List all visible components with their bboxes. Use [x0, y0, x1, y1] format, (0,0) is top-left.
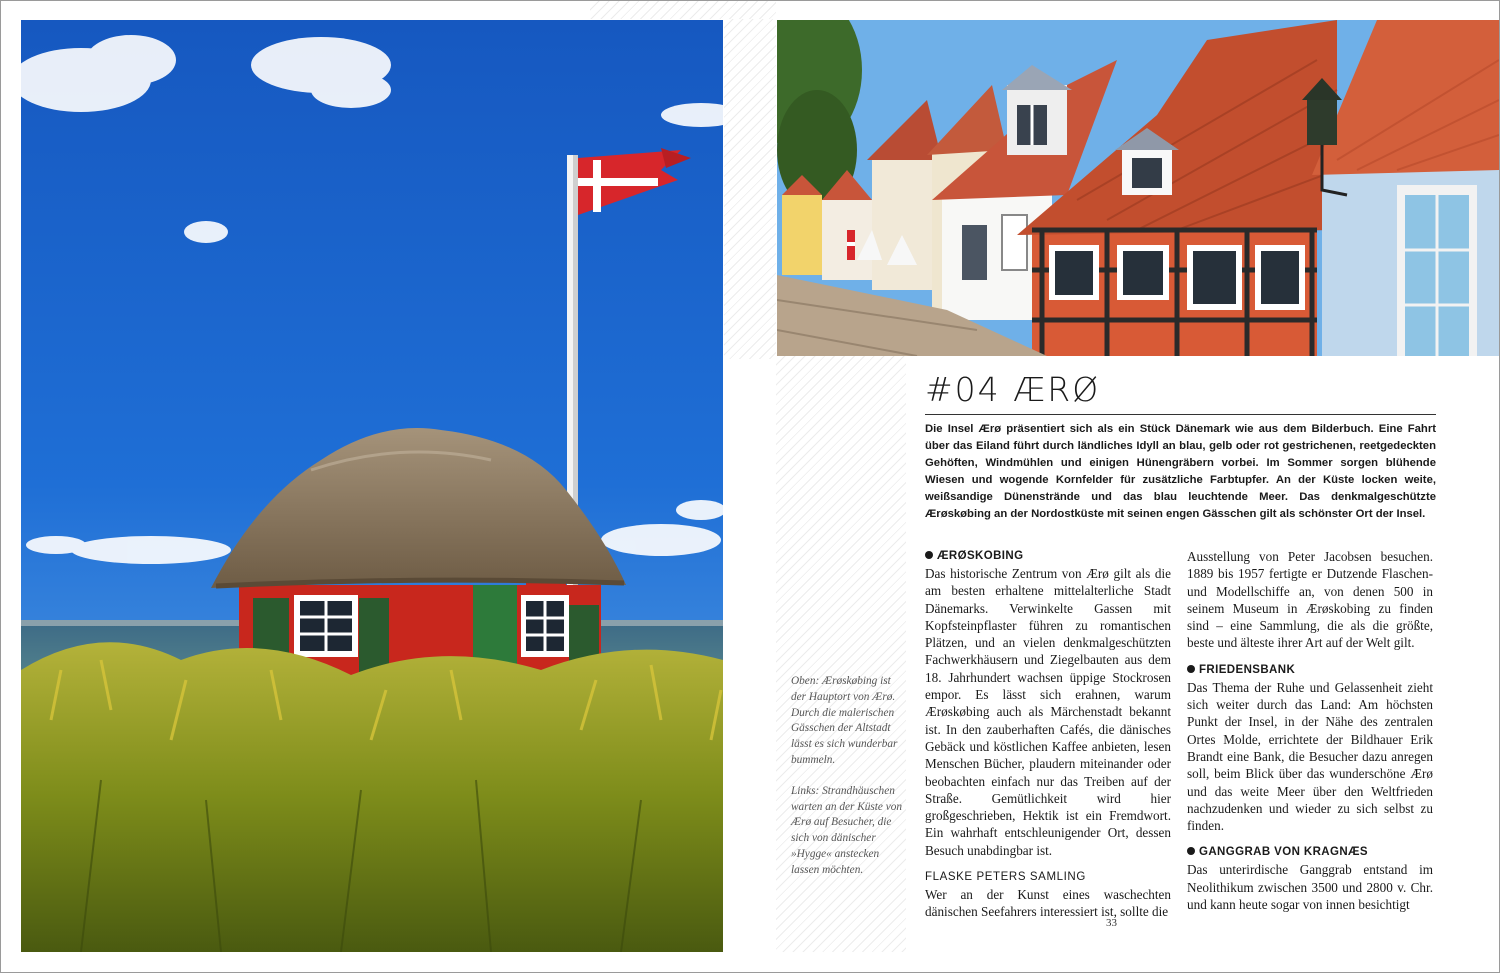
- article-title: #04 ÆRØ: [925, 370, 1101, 409]
- caption-left-photo: Links: Strandhäuschen warten an der Küste von Ærø auf Besucher, die sich von dänischer »Hygge« anstecken lassen möchten.: [791, 784, 903, 876]
- section-heading-aeroskobing: [925, 548, 1171, 565]
- bullet-dot-icon: [925, 551, 933, 559]
- photo-beach-hut: [21, 20, 723, 952]
- text-column-1: [925, 548, 1171, 921]
- decorative-hatch-gutter: [724, 19, 776, 359]
- photo-aeroskobing-street: [777, 20, 1499, 356]
- photo-captions: [791, 674, 905, 879]
- article-intro: Die Insel Ærø präsentiert sich als ein Stück Dänemark wie aus dem Bilderbuch. Eine Fahrt über das Eiland führt durch ländliches Idyll an blau, gelb oder rot gestrichenen, reetgedeckten Gehöften, Windmühlen und einigen Hünengräbern vorbei. Im Sommer sorgen blühende Wiesen und wogende Kornfelder für zusätzliche Farbtupfer. An der Küste locken weite, weißsandige Dünenstrände und das blau leuchtende Meer. Das denkmalgeschützte Ærøskøbing an der Nordostküste mit seinen engen Gässchen gilt als schönster Ort der Insel.: [925, 423, 1436, 520]
- section-body-flaske-peters: Wer an der Kunst eines waschechten dänischen Seefahrers interessiert ist, sollte die: [925, 887, 1171, 920]
- section-body-continued: Ausstellung von Peter Jacobsen besuchen. 1889 bis 1957 fertigte er Dutzende Flaschen- und Modellschiffe an, von denen 500 in seinem Museum in Ærøskobing zu finden sind – eine Sammlung, die als die größte, beste und älteste ihrer Art auf der Welt gilt.: [1187, 549, 1433, 651]
- section-heading-label: FRIEDENSBANK: [1199, 663, 1296, 676]
- section-body-aeroskobing: Das historische Zentrum von Ærø gilt als die am besten erhaltene mittelalterliche Stadt Dänemarks. Verwinkelte Gassen mit Kopfsteinpflaster führen zu romantischen Plätzen, und an vielen denkmalgeschützten Fachwerkhäusern und Ziegelbauten aus dem 18. Jahrhundert wachsen üppige Stockrosen empor. Es lässt sich erahnen, warum Ærøskøbing auch als Märchenstadt bekannt ist. In den zauberhaften Cafés, die dänisches Gebäck und köstlichen Kaffee anbieten, lesen Menschen Bücher, plaudern miteinander oder beobachten einfach nur das Treiben auf der Straße. Gemütlichkeit wird hier großgeschrieben, Hektik ist ein Fremdwort. Ein wahrhaft entschleunigender Ort, dessen Besuch unabdingbar ist.: [925, 566, 1171, 858]
- section-body-ganggrab: Das unterirdische Ganggrab entstand im Neolithikum zwischen 3500 und 2800 v. Chr. und kann heute sogar von innen besichtigt: [1187, 862, 1433, 913]
- text-column-2: [1187, 548, 1433, 913]
- bullet-dot-icon: [1187, 847, 1195, 855]
- section-heading-label: ÆRØSKOBING: [937, 550, 1024, 562]
- section-heading-ganggrab: [1187, 844, 1433, 861]
- page-number: 33: [1106, 917, 1117, 929]
- section-heading-flaske-peters: FLASKE PETERS SAMLING: [925, 871, 1086, 884]
- section-heading-friedensbank: [1187, 662, 1433, 679]
- section-body-friedensbank: Das Thema der Ruhe und Gelassenheit zieht sich weiter durch das Land: Am höchsten Punkt der Insel, in der Nähe des zentralen Ortes Molde, errichtete der Bildhauer Erik Brandt eine Bank, die Besucher dazu anregen soll, beim Blick über das wunderschöne Ærø und das weite Meer über den Weltfrieden nachzudenken und wieder zu sich selbst zu finden.: [1187, 679, 1433, 834]
- bullet-dot-icon: [1187, 665, 1195, 673]
- caption-top-photo: Oben: Ærøskøbing ist der Hauptort von Ærø. Durch die malerischen Gässchen der Altstadt lässt es sich wunderbar bummeln.: [791, 675, 898, 766]
- decorative-hatch-top: [590, 1, 776, 19]
- section-heading-label: GANGGRAB VON KRAGNÆS: [1199, 846, 1369, 859]
- title-rule: [925, 414, 1436, 415]
